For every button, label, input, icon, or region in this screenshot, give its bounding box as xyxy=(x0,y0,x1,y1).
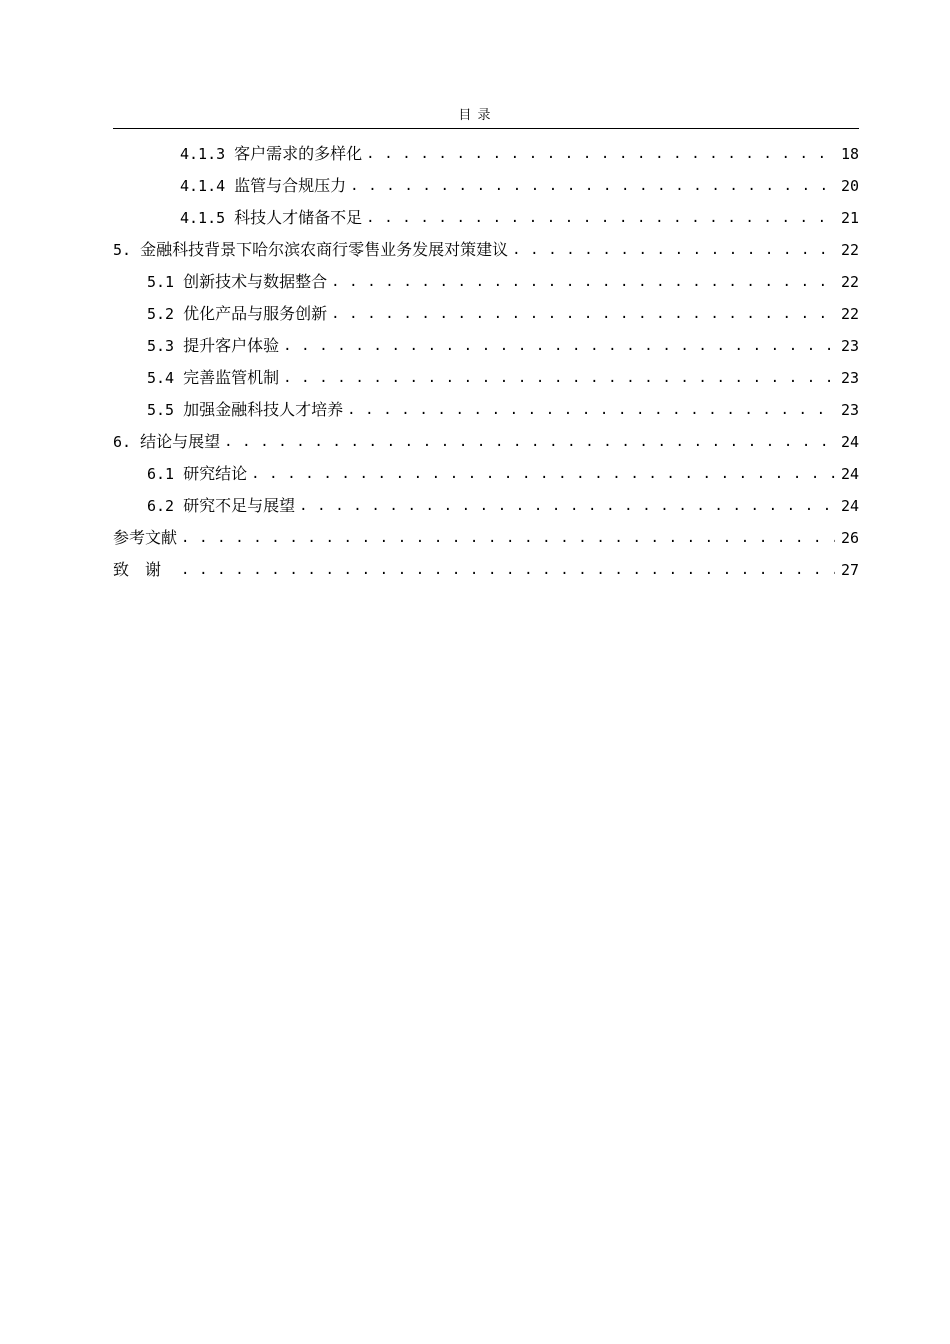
toc-entry-number: 5.1 xyxy=(147,273,175,291)
toc-entry-page: 24 xyxy=(840,433,859,451)
toc-entry-title: 金融科技背景下哈尔滨农商行零售业务发展对策建议 xyxy=(140,240,509,259)
toc-entry-page: 23 xyxy=(840,401,859,419)
toc-entry-number: 5.3 xyxy=(147,337,175,355)
toc-entry-acknowledgements[interactable] xyxy=(113,554,859,586)
toc-entry-title: 优化产品与服务创新 xyxy=(183,304,328,323)
toc-dot-leader xyxy=(181,522,835,554)
toc-entry-page: 23 xyxy=(840,369,859,387)
toc-entry-title: 研究不足与展望 xyxy=(183,496,296,515)
toc-entry-title: 加强金融科技人才培养 xyxy=(183,400,344,419)
toc-entry-page: 22 xyxy=(840,273,859,291)
toc-entry-page: 22 xyxy=(840,241,859,259)
toc-entry-number: 4.1.5 xyxy=(180,209,226,227)
toc-entry-title: 客户需求的多样化 xyxy=(234,144,363,163)
toc-dot-leader xyxy=(299,490,835,522)
toc-entry-5[interactable] xyxy=(113,234,859,266)
toc-entry-page: 26 xyxy=(840,529,859,547)
header-rule xyxy=(113,128,859,129)
toc-dot-leader xyxy=(512,234,835,266)
toc-entry-page: 22 xyxy=(840,305,859,323)
toc-entry-number: 6. xyxy=(113,433,132,451)
toc-entry-number: 5. xyxy=(113,241,132,259)
toc-dot-leader xyxy=(347,394,835,426)
toc-entry-number: 4.1.4 xyxy=(180,177,226,195)
toc-entry-page: 24 xyxy=(840,497,859,515)
toc-dot-leader xyxy=(224,426,835,458)
toc-dot-leader xyxy=(283,362,835,394)
toc-entry-6[interactable] xyxy=(113,426,859,458)
toc-entry-5-4[interactable] xyxy=(147,362,859,394)
toc-entry-title: 结论与展望 xyxy=(140,432,221,451)
toc-dot-leader xyxy=(350,170,835,202)
toc-entry-6-2[interactable] xyxy=(147,490,859,522)
toc-entry-number: 5.5 xyxy=(147,401,175,419)
toc-dot-leader xyxy=(283,330,835,362)
toc-entry-page: 23 xyxy=(840,337,859,355)
toc-entry-page: 27 xyxy=(840,561,859,579)
toc-entry-5-2[interactable] xyxy=(147,298,859,330)
toc-entry-page: 18 xyxy=(840,145,859,163)
toc-entry-number: 5.2 xyxy=(147,305,175,323)
toc-entry-title: 参考文献 xyxy=(113,528,178,547)
toc-entry-number: 5.4 xyxy=(147,369,175,387)
toc-entry-title: 完善监管机制 xyxy=(183,368,280,387)
toc-dot-leader xyxy=(251,458,835,490)
toc-dot-leader xyxy=(331,266,835,298)
toc-entry-number: 4.1.3 xyxy=(180,145,226,163)
toc-entry-5-5[interactable] xyxy=(147,394,859,426)
toc-entry-4-1-5[interactable] xyxy=(180,202,859,234)
toc-entry-page: 24 xyxy=(840,465,859,483)
toc-entry-4-1-4[interactable] xyxy=(180,170,859,202)
toc-dot-leader xyxy=(366,138,835,170)
toc-dot-leader xyxy=(331,298,835,330)
toc-entry-page: 20 xyxy=(840,177,859,195)
page-header-title: 目 录 xyxy=(458,108,492,123)
toc-entry-5-3[interactable] xyxy=(147,330,859,362)
toc-entry-title: 提升客户体验 xyxy=(183,336,280,355)
toc-entry-title: 研究结论 xyxy=(183,464,248,483)
toc-entry-title: 科技人才储备不足 xyxy=(234,208,363,227)
toc-entry-number: 6.1 xyxy=(147,465,175,483)
toc-dot-leader xyxy=(181,554,835,586)
toc-dot-leader xyxy=(366,202,835,234)
toc-entry-title: 致谢 xyxy=(113,560,178,579)
toc-entry-5-1[interactable] xyxy=(147,266,859,298)
toc-entry-references[interactable] xyxy=(113,522,859,554)
toc-entry-number: 6.2 xyxy=(147,497,175,515)
toc-entry-title: 监管与合规压力 xyxy=(234,176,347,195)
toc-entry-6-1[interactable] xyxy=(147,458,859,490)
toc-entry-title: 创新技术与数据整合 xyxy=(183,272,328,291)
toc-entry-4-1-3[interactable] xyxy=(180,138,859,170)
toc-entry-page: 21 xyxy=(840,209,859,227)
